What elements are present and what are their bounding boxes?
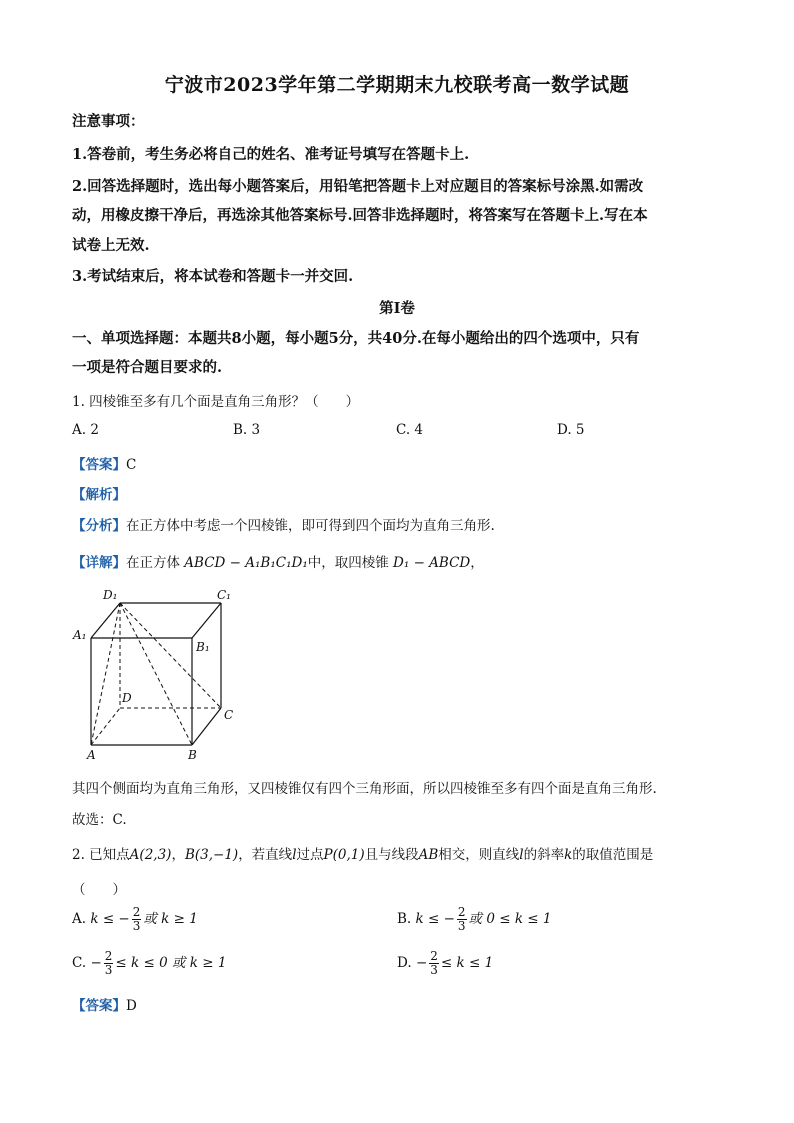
fraction-denominator: 3 xyxy=(104,963,113,977)
fraction-numerator: 2 xyxy=(132,905,141,919)
volume-heading: 第Ⅰ卷 xyxy=(379,300,415,317)
q1-fenxi-line xyxy=(72,514,495,534)
fraction xyxy=(132,906,142,933)
q1-stem: 1. 四棱锥至多有几个面是直角三角形？（ ） xyxy=(72,394,360,410)
fraction xyxy=(429,950,439,977)
answer-tag: 【答案】 xyxy=(72,457,126,473)
notice-item-2-line-1: 2.回答选择题时，选出每小题答案后，用铅笔把答题卡上对应题目的答案标号涂黑.如需改 xyxy=(72,178,644,195)
section-heading-line-1: 一、单项选择题：本题共8小题，每小题5分，共40分.在每小题给出的四个选项中，只有 xyxy=(72,330,640,347)
q1-option-c: C. 4 xyxy=(396,422,424,438)
q1-option-b: B. 3 xyxy=(233,422,261,438)
label-b1: B₁ xyxy=(196,640,210,654)
q2-option-a xyxy=(72,906,198,933)
label-a: A xyxy=(87,748,96,762)
notice-item-3: 3.考试结束后，将本试卷和答题卡一并交回. xyxy=(72,268,354,285)
q2-option-c-pre: − xyxy=(90,955,102,971)
fraction-denominator: 3 xyxy=(430,963,438,977)
q2-answer: D xyxy=(126,998,137,1014)
q1-xiangjie-c: ， xyxy=(470,555,484,571)
fraction-denominator: 3 xyxy=(132,919,141,933)
q2-stem-f: 的斜率 xyxy=(523,847,565,863)
q2-option-d-label: D. xyxy=(397,955,412,971)
label-c: C xyxy=(224,708,234,722)
fraction-denominator: 3 xyxy=(457,919,466,933)
label-b: B xyxy=(188,748,197,762)
point-a: A(2,3) xyxy=(129,847,172,863)
cube-figure xyxy=(70,585,250,765)
q2-stem-e: 相交，则直线 xyxy=(438,847,520,863)
answer-tag: 【答案】 xyxy=(72,998,126,1014)
label-d1: D₁ xyxy=(103,588,118,602)
q2-option-b-post: 或 0 ≤ k ≤ 1 xyxy=(468,911,552,927)
q2-option-a-pre: k ≤ − xyxy=(90,911,130,927)
edge-a1-d1 xyxy=(91,603,120,638)
q2-paren: （ ） xyxy=(72,882,126,898)
q2-option-c xyxy=(72,950,226,977)
cube-name: ABCD − A₁B₁C₁D₁ xyxy=(184,555,308,571)
fenxi-tag: 【分析】 xyxy=(72,518,126,534)
q2-option-c-post: ≤ k ≤ 0 或 k ≥ 1 xyxy=(115,955,227,971)
edge-d1-a xyxy=(91,603,120,745)
fraction-numerator: 2 xyxy=(457,905,466,919)
q1-fenxi: 在正方体中考虑一个四棱锥，即可得到四个面均为直角三角形. xyxy=(126,518,495,534)
q2-option-a-label: A. xyxy=(72,911,87,927)
fraction-numerator: 2 xyxy=(430,949,438,963)
page-title: 宁波市2023学年第二学期期末九校联考高一数学试题 xyxy=(164,74,630,96)
q1-xiangjie-a: 在正方体 xyxy=(126,555,180,571)
analysis-tag: 【解析】 xyxy=(72,487,126,503)
label-c1: C₁ xyxy=(217,588,231,602)
q1-option-a: A. 2 xyxy=(72,422,99,438)
q1-conclusion: 其四个侧面均为直角三角形，又四棱锥仅有四个三角形面，所以四棱锥至多有四个面是直角三角形. xyxy=(72,781,657,797)
q2-stem-a: 2. 已知点 xyxy=(72,847,130,863)
q2-option-c-label: C. xyxy=(72,955,87,971)
q2-option-d-pre: − xyxy=(415,955,428,971)
edge-b-c xyxy=(192,708,221,745)
q1-xiangjie-line xyxy=(72,551,484,571)
notice-heading: 注意事项： xyxy=(72,113,145,130)
line-l-2: l xyxy=(519,847,524,863)
fraction-numerator: 2 xyxy=(104,949,113,963)
fraction xyxy=(104,950,114,977)
q2-option-d xyxy=(397,950,493,977)
q2-stem xyxy=(72,843,653,863)
q1-answer-line xyxy=(72,453,136,473)
q2-option-a-post: 或 k ≥ 1 xyxy=(143,911,198,927)
line-l: l xyxy=(292,847,297,863)
q2-option-b-label: B. xyxy=(397,911,412,927)
q2-option-b xyxy=(397,906,552,933)
edge-b1-c1 xyxy=(192,603,221,638)
q2-answer-line xyxy=(72,994,137,1014)
edge-d1-c xyxy=(120,603,221,708)
q1-option-d: D. 5 xyxy=(557,422,585,438)
q2-stem-b: ，若直线 xyxy=(238,847,293,863)
notice-item-1: 1.答卷前，考生务必将自己的姓名、准考证号填写在答题卡上. xyxy=(72,146,470,163)
q2-stem-g: 的取值范围是 xyxy=(572,847,654,863)
edge-a-d-hidden xyxy=(91,708,120,745)
q1-answer: C xyxy=(126,457,137,473)
q2-stem-d: 且与线段 xyxy=(364,847,419,863)
label-a1: A₁ xyxy=(73,628,87,642)
q2-option-d-post: ≤ k ≤ 1 xyxy=(440,955,494,971)
segment-ab: AB xyxy=(418,847,439,863)
q1-xiangjie-b: 中，取四棱锥 xyxy=(307,555,389,571)
notice-item-2-line-2: 动，用橡皮擦干净后，再选涂其他答案标号.回答非选择题时，将答案写在答题卡上.写在本 xyxy=(72,207,648,224)
section-heading-line-2: 一项是符合题目要求的. xyxy=(72,359,223,376)
notice-item-2-line-3: 试卷上无效. xyxy=(72,237,150,254)
slope-k: k xyxy=(564,847,573,863)
point-p: P(0,1) xyxy=(323,847,365,863)
pyramid-name: D₁ − ABCD xyxy=(393,555,471,571)
fraction xyxy=(457,906,467,933)
q2-sep: ， xyxy=(171,847,185,863)
point-b: B(3,−1) xyxy=(184,847,239,863)
q1-analysis-line xyxy=(72,483,126,503)
edge-d1-b xyxy=(120,603,192,745)
xiangjie-tag: 【详解】 xyxy=(72,555,126,571)
q2-option-b-pre: k ≤ − xyxy=(415,911,455,927)
label-d: D xyxy=(122,691,132,705)
q1-choice: 故选：C. xyxy=(72,812,127,828)
q2-stem-c: 过点 xyxy=(296,847,324,863)
